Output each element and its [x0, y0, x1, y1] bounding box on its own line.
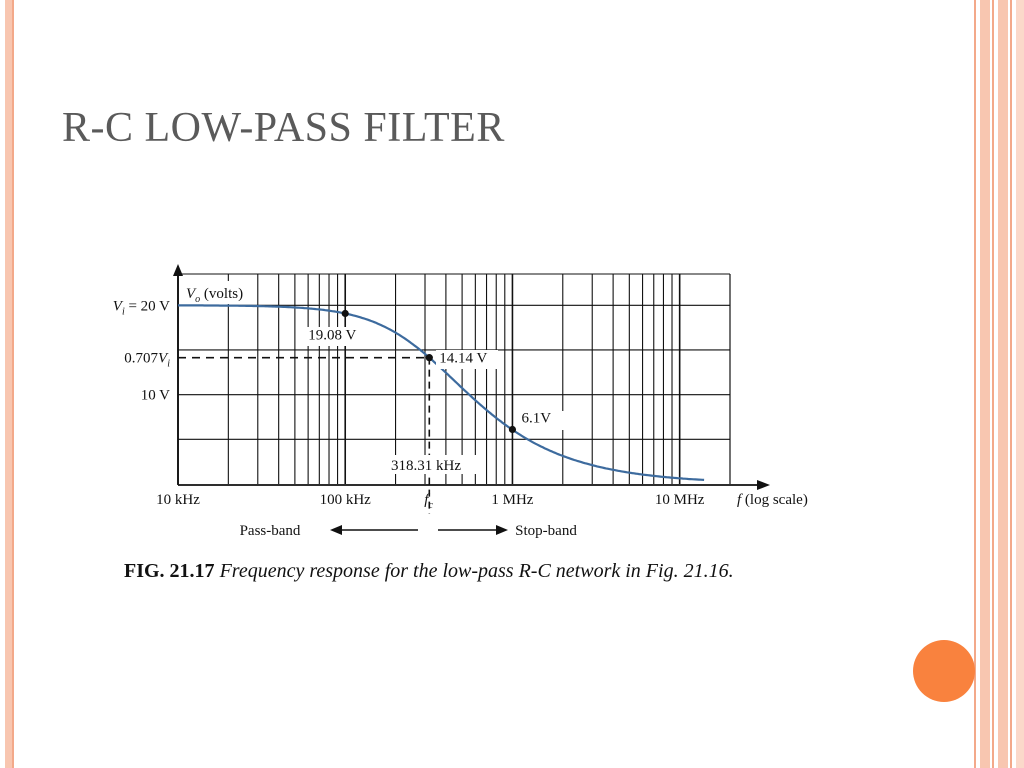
x-tick-label: 10 kHz — [156, 492, 200, 508]
y-tick-label: $V_i = 20$ V — [112, 298, 170, 318]
y-tick-label: 10 V — [140, 387, 170, 404]
y-axis-label: $V_o$ (volts) — [186, 286, 244, 305]
pass-band-label: Pass-band — [239, 523, 301, 539]
data-point — [426, 354, 433, 361]
y-tick-label: $0.707V_i$ — [124, 350, 170, 370]
data-point — [342, 310, 349, 317]
stop-band-arrowhead — [496, 525, 508, 535]
figure-caption-text: Frequency response for the low-pass R-C network in Fig. 21.16. — [219, 560, 734, 582]
figure-number: FIG. 21.17 — [124, 560, 215, 582]
fc-tick-label: $f_c$ — [424, 492, 433, 511]
data-point-label: 14.14 V — [439, 350, 488, 367]
x-tick-label: 10 MHz — [654, 492, 705, 508]
x-axis-label: f (log scale) — [737, 492, 808, 508]
slide-title: R-C LOW-PASS FILTER — [62, 105, 505, 151]
data-point — [509, 426, 516, 433]
pass-band-arrowhead — [330, 525, 342, 535]
stop-band-label: Stop-band — [515, 523, 577, 539]
decorative-circle — [913, 640, 975, 702]
x-tick-label: 1 MHz — [491, 492, 534, 508]
data-point-label: 19.08 V — [308, 327, 357, 344]
data-point-label: 6.1V — [521, 410, 552, 427]
x-tick-label: 100 kHz — [319, 492, 371, 508]
y-axis-arrowhead — [173, 264, 183, 276]
figure-caption — [124, 557, 764, 586]
x-axis-arrowhead — [757, 480, 770, 490]
response-curve — [178, 305, 704, 480]
fc-annotation: 318.31 kHz — [391, 458, 461, 474]
